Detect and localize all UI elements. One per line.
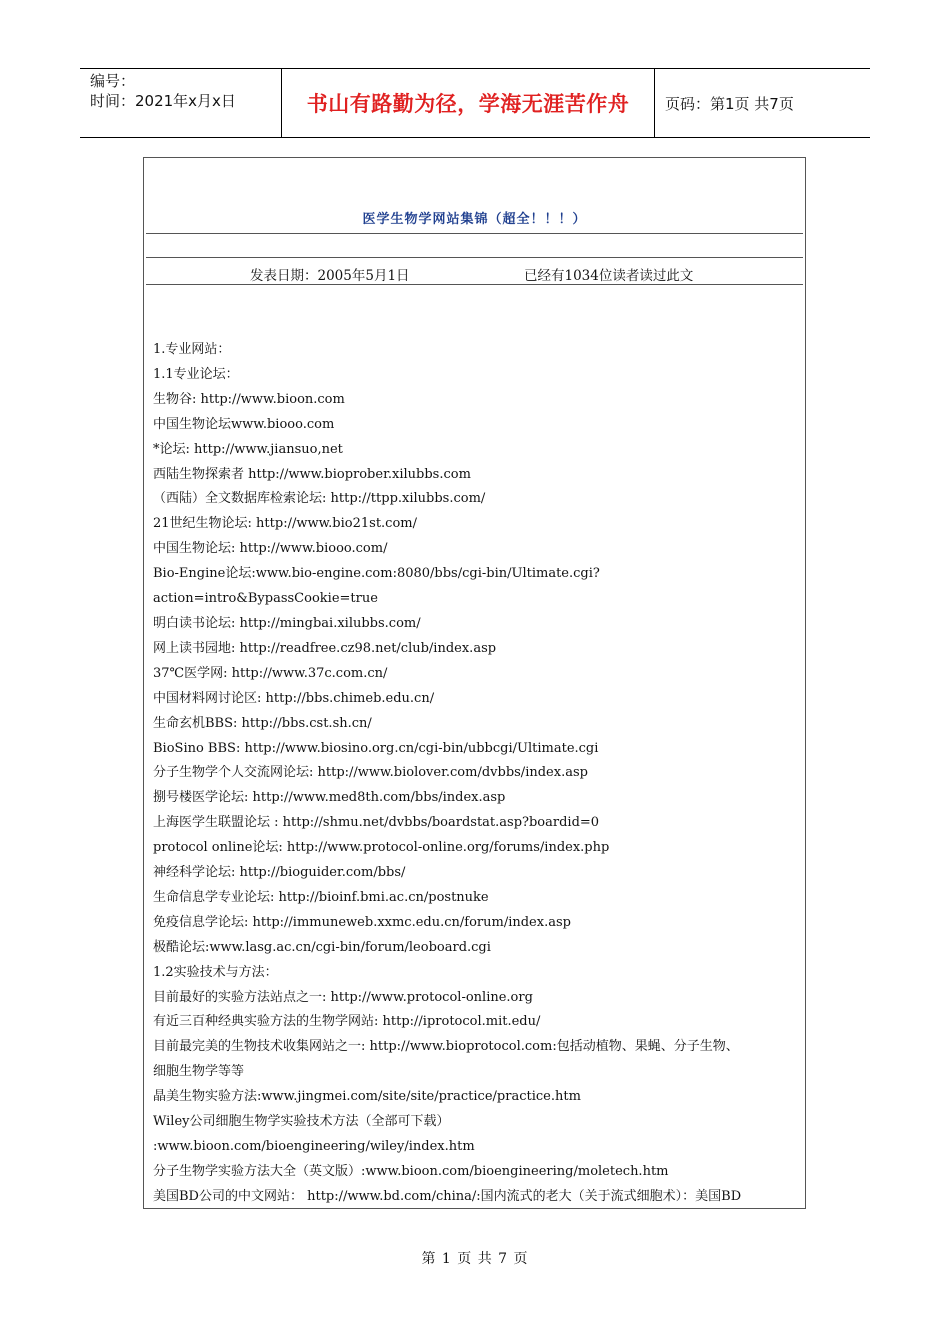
link-line: 美国BD公司的中文网站： http://www.bd.com/china/:国内流式的老大（关于流式细胞术）：美国BD bbox=[153, 1188, 742, 1204]
link-line: 分子生物学个人交流网论坛: http://www.biolover.com/dvbbs/index.asp bbox=[153, 765, 588, 781]
link-line: BioSino BBS: http://www.biosino.org.cn/cgi-bin/ubbcgi/Ultimate.cgi bbox=[153, 740, 599, 756]
link-line: 捌号楼医学论坛: http://www.med8th.com/bbs/index.asp bbox=[153, 790, 506, 806]
page-footer: 第 1 页 共 7 页 bbox=[421, 1251, 529, 1267]
section-heading: 1.专业网站： bbox=[153, 342, 231, 357]
text-line: 细胞生物学等等 bbox=[153, 1064, 245, 1080]
header-meta bbox=[80, 69, 282, 137]
link-line: 目前最好的实验方法站点之一: http://www.protocol-online.org bbox=[153, 989, 533, 1005]
article-title: 医学生物学网站集锦（超全！！！） bbox=[362, 212, 587, 227]
link-line: 中国生物论坛www.biooo.com bbox=[153, 416, 335, 432]
divider bbox=[146, 257, 803, 258]
link-line: :www.bioon.com/bioengineering/wiley/index.htm bbox=[153, 1139, 475, 1154]
link-line: 生物谷: http://www.bioon.com bbox=[153, 391, 345, 407]
link-line: *论坛: http://www.jiansuo,net bbox=[153, 441, 343, 457]
link-line: 中国生物论坛: http://www.biooo.com/ bbox=[153, 541, 388, 557]
text-line: Wiley公司细胞生物学实验技术方法（全部可下载） bbox=[153, 1114, 450, 1130]
link-line: 晶美生物实验方法:www.jingmei.com/site/site/practice/practice.htm bbox=[153, 1089, 581, 1105]
link-line: 中国材料网讨论区: http://bbs.chimeb.edu.cn/ bbox=[153, 690, 435, 706]
text-line: action=intro&BypassCookie=true bbox=[153, 591, 378, 607]
link-line: 有近三百种经典实验方法的生物学网站: http://iprotocol.mit.edu/ bbox=[153, 1014, 541, 1030]
link-line: 生命信息学专业论坛: http://bioinf.bmi.ac.cn/postnuke bbox=[153, 889, 489, 905]
link-line: 生命玄机BBS: http://bbs.cst.sh.cn/ bbox=[153, 715, 372, 731]
link-line: 21世纪生物论坛: http://www.bio21st.com/ bbox=[153, 516, 417, 532]
divider bbox=[146, 233, 803, 234]
link-line: 网上读书园地: http://readfree.cz98.net/club/index.asp bbox=[153, 640, 497, 656]
number-label: 编号： bbox=[90, 72, 136, 90]
link-line: 西陆生物探索者 http://www.bioprober.xilubbs.com bbox=[153, 466, 471, 482]
link-line: 极酷论坛:www.lasg.ac.cn/cgi-bin/forum/leoboard.cgi bbox=[153, 939, 491, 955]
link-line: 神经科学论坛: http://bioguider.com/bbs/ bbox=[153, 865, 406, 881]
link-line: 37℃医学网: http://www.37c.com.cn/ bbox=[153, 665, 388, 681]
time-label: 时间：2021年x月x日 bbox=[90, 92, 236, 110]
document-header bbox=[80, 68, 870, 138]
link-line: 分子生物学实验方法大全（英文版）:www.bioon.com/bioengineering/moletech.htm bbox=[153, 1163, 669, 1179]
publish-date: 发表日期：2005年5月1日 bbox=[250, 268, 410, 284]
link-line: 上海医学生联盟论坛 : http://shmu.net/dvbbs/boardstat.asp?boardid=0 bbox=[153, 815, 600, 831]
link-line: 目前最完美的生物技术收集网站之一: http://www.bioprotocol.com:包括动植物、果蝇、分子生物、 bbox=[153, 1039, 739, 1055]
divider bbox=[146, 284, 803, 285]
motto: 书山有路勤为径，学海无涯苦作舟 bbox=[282, 69, 655, 137]
section-heading: 1.1专业论坛： bbox=[153, 366, 239, 382]
article-content bbox=[153, 338, 799, 1209]
read-count: 已经有1034位读者读过此文 bbox=[524, 268, 694, 284]
link-line: protocol online论坛: http://www.protocol-online.org/forums/index.php bbox=[153, 840, 610, 856]
link-line: 免疫信息学论坛: http://immuneweb.xxmc.edu.cn/forum/index.asp bbox=[153, 914, 571, 930]
section-heading: 1.2实验技术与方法： bbox=[153, 964, 278, 980]
link-line: 明白读书论坛: http://mingbai.xilubbs.com/ bbox=[153, 615, 421, 631]
link-line: （西陆）全文数据库检索论坛: http://ttpp.xilubbs.com/ bbox=[153, 491, 486, 507]
link-line: Bio-Engine论坛:www.bio-engine.com:8080/bbs/cgi-bin/Ultimate.cgi? bbox=[153, 566, 600, 582]
page-indicator: 页码：第1页 共7页 bbox=[665, 94, 794, 113]
article-box bbox=[143, 157, 806, 1209]
